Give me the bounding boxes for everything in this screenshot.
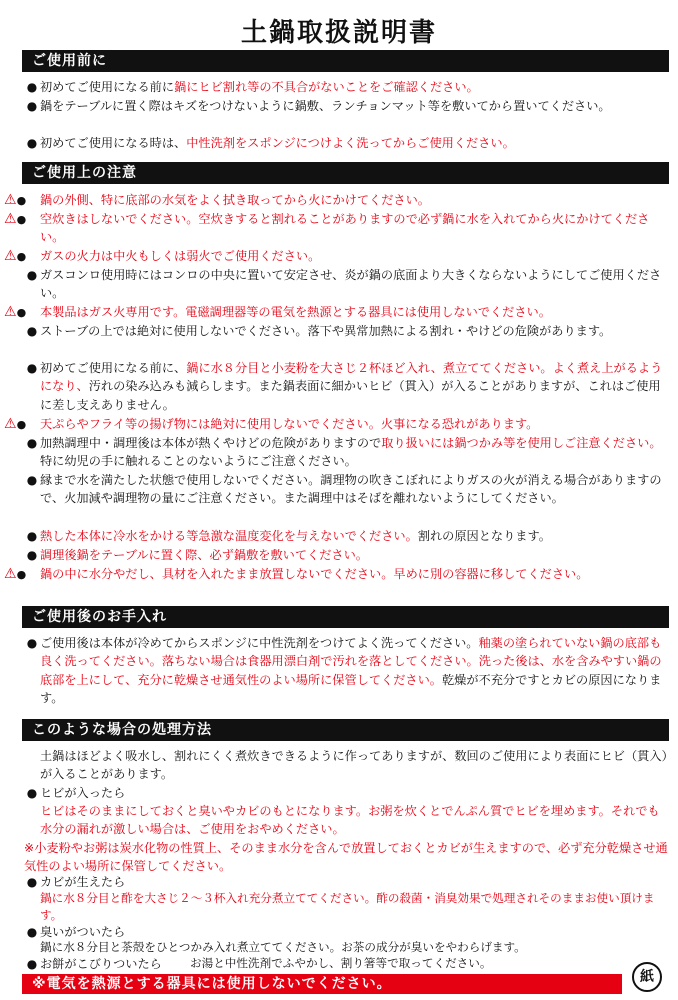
crack-instructions: ヒビはそのままにしておくと臭いやカビのもとになります。お粥を炊くとでんぷん質でヒビを埋めます。それでも水分の漏れが激しい場合は、ご使用をおやめください。	[40, 804, 660, 837]
bullet-icon: ●	[26, 548, 38, 562]
bullet-icon: ●	[26, 473, 38, 487]
bullet-icon: ●	[26, 80, 38, 94]
bullet-icon: ●	[26, 636, 38, 650]
warning-icon: ⚠●	[4, 416, 27, 432]
list-item: ● 初めてご使用になる前に鍋にヒビ割れ等の不具合がないことをご確認ください。	[0, 78, 678, 98]
warning-icon: ⚠●	[4, 304, 27, 320]
list-item: ● 初めてご使用になる時は、中性洗剤をスポンジにつけよく洗ってからご使用ください。	[0, 134, 678, 154]
mold-instructions: 鍋に水８分目と酢を大さじ２〜３杯入れ充分煮立ててください。酢の殺菌・消臭効果で処理されそのままお使い頂けます。	[40, 891, 655, 922]
note-text: ※小麦粉やお粥は炭水化物の性質上、そのまま水分を含んで放置しておくとカビが生えますので、必ず充分乾燥させ通気性のよい場所に保管してください。	[24, 841, 668, 874]
page-title: 土鍋取扱説明書	[240, 18, 437, 48]
bullet-icon: ●	[26, 875, 38, 889]
bullet-icon: ●	[26, 361, 38, 375]
bullet-icon: ●	[26, 268, 38, 282]
warning-icon: ⚠●	[4, 192, 27, 208]
smell-instructions: 鍋に水８分目と茶殻をひとつかみ入れ煮立ててください。お茶の成分が臭いをやわらげます。	[40, 940, 526, 954]
troubleshooting-intro: 土鍋はほどよく吸水し、割れにくく煮炊きできるように作ってありますが、数回のご使用により表面にヒビ（貫入）が入ることがあります。	[40, 749, 668, 782]
bullet-icon: ●	[26, 324, 38, 338]
paper-recycle-stamp: 紙	[632, 962, 662, 992]
instruction-sheet: 土鍋取扱説明書 ご使用前に ● 初めてご使用になる前に鍋にヒビ割れ等の不具合がないことをご確認ください。 ● 鍋をテーブルに置く際はキズをつけないように鍋敷、ランチョンマット等を敷いてから置いてください。 ● 初めてご使用になる時は、中性洗剤をスポンジにつけよく洗ってからご使用ください。 ご使用上の注意 ⚠● 鍋の外側、特に底部の水気をよく拭き取ってから火にかけてください。 ⚠● 空炊きはしないでください。空炊きすると割れることがありますので必ず鍋に水を入れてから火にかけてください。 ⚠● ガスの火力は中火もしくは弱火でご使用ください。 ● ガスコンロ使用時にはコンロの中央に置いて安定させ、炎が鍋の底面より大きくならないようにしてご使用ください。 ⚠● 本製品はガス火専用です。電磁調理器等の電気を熱源とする器具には使用しないでください。 ● ストーブの上では絶対に使用しないでください。落下や異常加熱による割れ・やけどの危険があります。 ● 初めてご使用になる前に、鍋に水８分目と小麦粉を大さじ２杯ほど入れ、煮立ててください。よく煮え上がるようになり、汚れの染み込みも減らします。また鍋表面に細かいヒビ（貫入）が入ることがありますが、これはご使用に差し支えありません。 ⚠● 天ぷらやフライ等の揚げ物には絶対に使用しないでください。火事になる恐れがあります。 ● 加熱調理中・調理後は本体が熱くやけどの危険がありますので取り扱いには鍋つかみ等を使用しご注意ください。特に幼児の手に触れることのないようにご注意ください。 ● 縁まで水を満たした状態で使用しないでください。調理物の吹きこぼれによりガスの火が消える場合がありますので、火加減や調理物の量にご注意ください。また調理中はそばを離れないようにしてください。 ● 熱した本体に冷水をかける等急激な温度変化を与えないでください。割れの原因となります。 ● 調理後鍋をテーブルに置く際、必ず鍋敷を敷いてください。 ⚠● 鍋の中に水分やだし、具材を入れたまま放置しないでください。早めに別の容器に移してください。 ご使用後のお手入れ ● ご使用後は本体が冷めてからスポンジに中性洗剤をつけてよく洗ってください。釉薬の塗られていない鍋の底部も良く洗ってください。落ちない場合は食器用漂白剤で汚れを落としてください。洗った後は、水を含みやすい鍋の底部を上にして、充分に乾燥させ通気性のよい場所に保管してください。乾燥が不充分ですとカビの原因になります。 このような場合の処理方法 土鍋はほどよく吸水し、割れにくく煮炊きできるように作ってありますが、数回のご使用により表面にヒビ（貫入）が入ることがあります。 ● ヒビが入ったら ヒビはそのままにしておくと臭いやカビのもとになります。お粥を炊くとでんぷん質でヒビを埋めます。それでも水分の漏れが激しい場合は、ご使用をおやめください。 ※小麦粉やお粥は炭水化物の性質上、そのまま水分を含んで放置しておくとカビが生えますので、必ず充分乾燥させ通気性のよい場所に保管してください。 ● カビが生えたら 鍋に水８分目と酢を大さじ２〜３杯入れ充分煮立ててください。酢の殺菌・消臭効果で処理されそのままお使い頂けます。 ● 臭いがついたら 鍋に水８分目と茶殻をひとつかみ入れ煮立ててください。お茶の成分が臭いをやわらげます。 ● お餅がこびりついたら お湯と中性洗剤でふやかし、割り箸等で取ってください。	[0, 0, 678, 1000]
bullet-icon: ●	[26, 136, 38, 150]
list-item: ● 鍋をテーブルに置く際はキズをつけないように鍋敷、ランチョンマット等を敷いてから置いてください。	[0, 97, 678, 135]
warning-icon: ⚠●	[4, 566, 27, 582]
bullet-icon: ●	[26, 436, 38, 450]
bullet-icon: ●	[26, 786, 38, 800]
bullet-icon: ●	[26, 925, 38, 939]
section-heading-troubleshooting: このような場合の処理方法	[22, 719, 669, 741]
section-heading-before-use: ご使用前に	[22, 50, 669, 72]
section-heading-after-care: ご使用後のお手入れ	[22, 606, 669, 628]
section-heading-precautions: ご使用上の注意	[22, 162, 669, 184]
bullet-icon: ●	[26, 99, 38, 113]
mochi-instructions: お湯と中性洗剤でふやかし、割り箸等で取ってください。	[190, 956, 492, 970]
footer-warning-bar: ※電気を熱源とする器具には使用しないでください。	[22, 974, 622, 994]
bullet-icon: ●	[26, 529, 38, 543]
warning-icon: ⚠●	[4, 248, 27, 264]
bullet-icon: ●	[26, 957, 38, 971]
warning-icon: ⚠●	[4, 211, 27, 227]
